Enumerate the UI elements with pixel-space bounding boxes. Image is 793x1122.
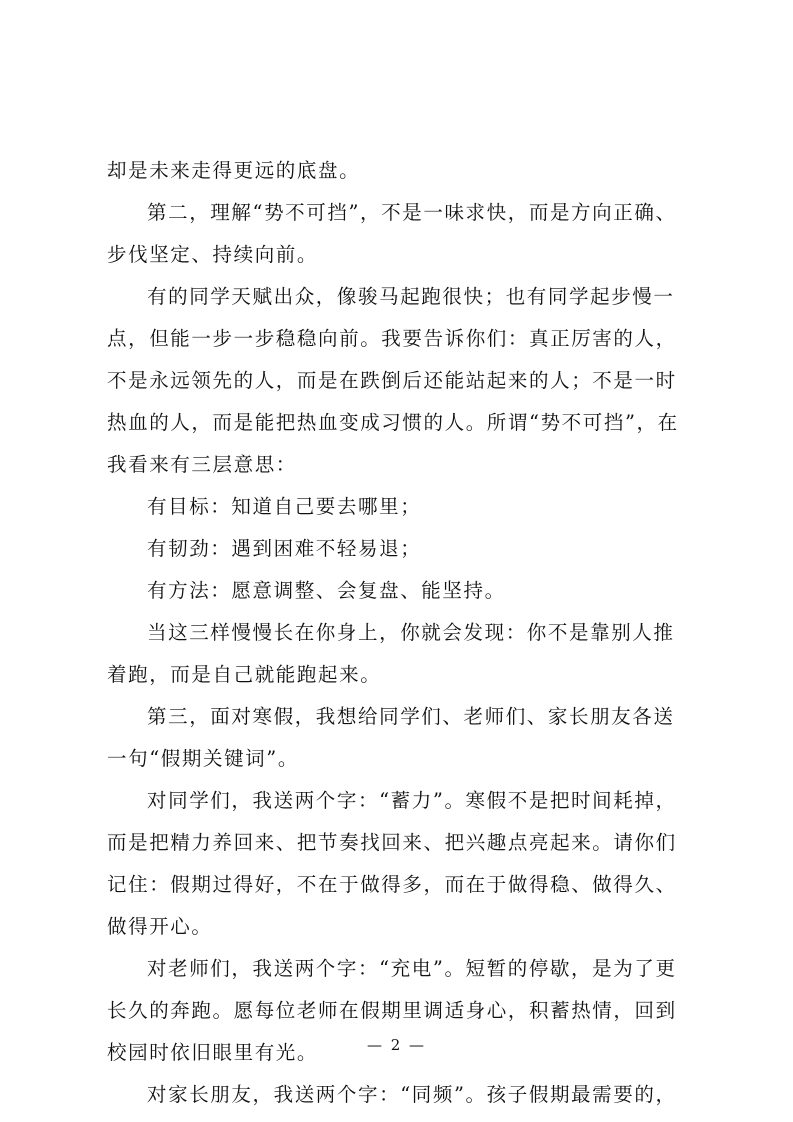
text-line: 做得开心。 (107, 915, 213, 938)
page-number: — 2 — (366, 1036, 427, 1054)
text-line: 着跑，而是自己就能跑起来。 (107, 663, 382, 686)
text-line: 有韧劲：遇到困难不轻易退； (147, 537, 422, 560)
text-line: 当这三样慢慢长在你身上，你就会发现：你不是靠别人推 (147, 621, 675, 644)
text-line: 不是永远领先的人，而是在跌倒后还能站起来的人；不是一时 (107, 369, 677, 392)
text-line: 热血的人，而是能把热血变成习惯的人。所谓“势不可挡”，在 (107, 411, 679, 434)
text-line: 校园时依旧眼里有光。 (107, 1041, 319, 1064)
text-line: 而是把精力养回来、把节奏找回来、把兴趣点亮起来。请你们 (107, 831, 677, 854)
text-line: 我看来有三层意思： (107, 453, 297, 476)
text-line: 步伐坚定、持续向前。 (107, 243, 319, 266)
text-line: 对老师们，我送两个字：“充电”。短暂的停歇，是为了更 (147, 957, 677, 980)
text-line: 一句“假期关键词”。 (107, 747, 299, 770)
text-line: 却是未来走得更远的底盘。 (107, 159, 361, 182)
text-line: 对同学们，我送两个字：“蓄力”。寒假不是把时间耗掉， (147, 789, 677, 812)
text-line: 对家长朋友，我送两个字：“同频”。孩子假期最需要的， (147, 1083, 677, 1106)
text-line: 长久的奔跑。愿每位老师在假期里调适身心，积蓄热情，回到 (107, 999, 677, 1022)
text-line: 有目标：知道自己要去哪里； (147, 495, 422, 518)
text-line: 有方法：愿意调整、会复盘、能坚持。 (147, 579, 506, 602)
text-line: 记住：假期过得好，不在于做得多，而在于做得稳、做得久、 (107, 873, 677, 896)
text-line: 第三，面对寒假，我想给同学们、老师们、家长朋友各送 (147, 705, 675, 728)
document-body (107, 150, 687, 1116)
text-line: 点，但能一步一步稳稳向前。我要告诉你们：真正厉害的人， (107, 327, 677, 350)
text-line: 第二，理解“势不可挡”，不是一味求快，而是方向正确、 (147, 201, 677, 224)
text-line: 有的同学天赋出众，像骏马起跑很快；也有同学起步慢一 (147, 285, 675, 308)
